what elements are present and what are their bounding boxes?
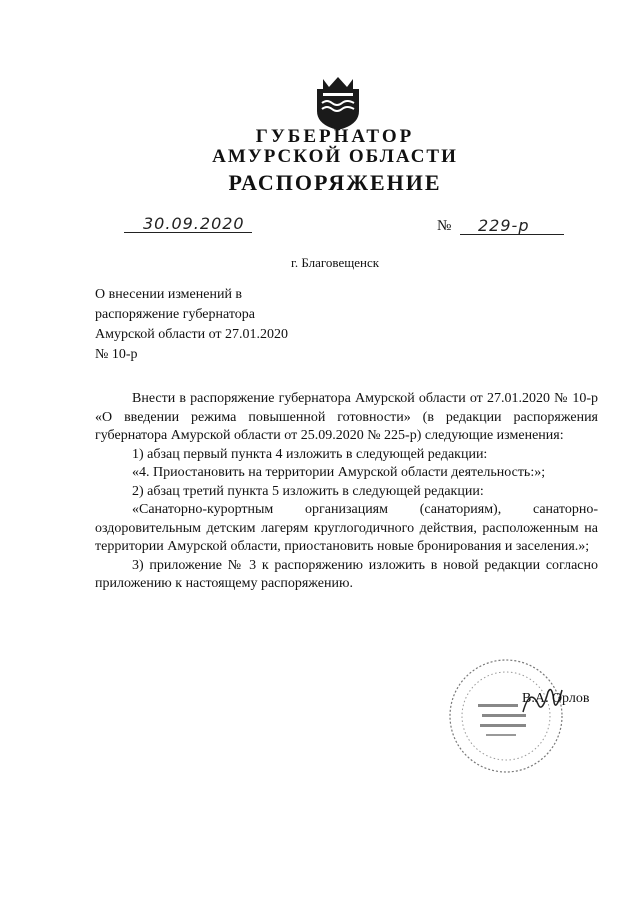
header-title: ГУБЕРНАТОР [255, 126, 415, 147]
body-paragraph: 1) абзац первый пункта 4 изложить в следующей редакции: [132, 446, 488, 462]
header-region: АМУРСКОЙ ОБЛАСТИ [212, 146, 458, 167]
document-date: 30.09.2020 [143, 214, 245, 233]
document-type: РАСПОРЯЖЕНИЕ [228, 170, 442, 195]
body-paragraph: Внести в распоряжение губернатора Амурской области от 27.01.2020 № 10-р «О введении режима повышенной готовности» (в редакции распоряжения губернатора Амурской области от 25.09.2020 № 225-р) следующие изменения: [95, 391, 598, 443]
body-paragraph: «4. Приостановить на территории Амурской области деятельность:»; [132, 465, 546, 480]
body-paragraph: 3) приложение № 3 к распоряжению изложить в новой редакции согласно приложению к настоящему распоряжению. [95, 557, 598, 591]
city-name: г. Благовещенск [290, 255, 380, 270]
number-label: № [437, 218, 452, 234]
document-subject [95, 285, 288, 365]
document-body [95, 390, 598, 594]
coat-of-arms-icon [313, 75, 363, 131]
subject-line: О внесении изменений в [95, 287, 243, 302]
date-underline [124, 232, 252, 233]
number-underline [460, 234, 564, 235]
signatory-name: В.А. Орлов [522, 691, 590, 706]
document-number: 229-р [478, 216, 530, 235]
subject-line: № 10-р [95, 347, 138, 362]
body-paragraph: «Санаторно-курортным организациям (санаториям), санаторно-оздоровительным детским лагерям круглогодичного действия, расположенным на территории Амурской области, приостановить новые бронирования и заселения.»; [95, 502, 598, 554]
body-paragraph: 2) абзац третий пункта 5 изложить в следующей редакции: [132, 483, 484, 499]
subject-line: распоряжение губернатора [95, 307, 255, 322]
subject-line: Амурской области от 27.01.2020 [95, 327, 288, 342]
